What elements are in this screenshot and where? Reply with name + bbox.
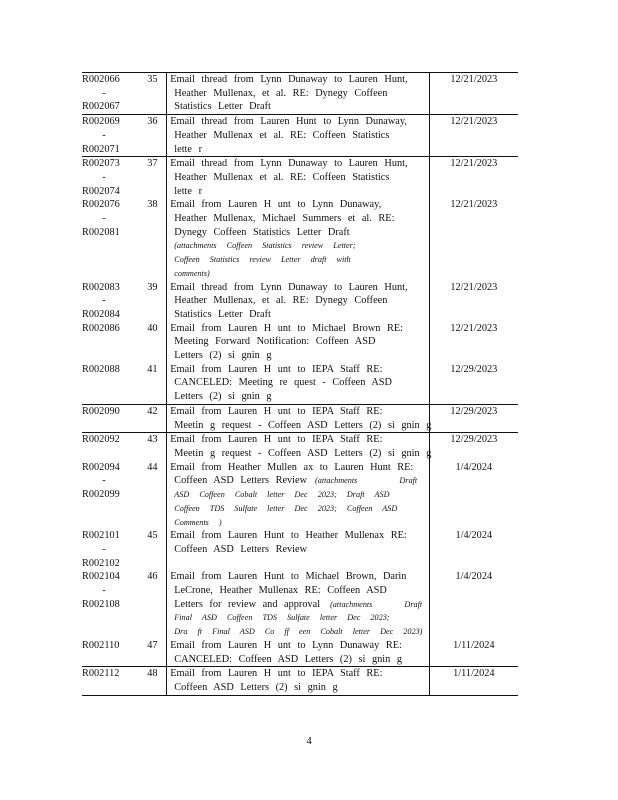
document-date: 12/21/2023 <box>429 73 518 115</box>
description-cell <box>167 461 429 530</box>
description-cell <box>167 157 429 199</box>
bates-dash: - <box>102 213 106 225</box>
table-row <box>82 529 518 570</box>
description-cell <box>167 433 432 461</box>
bates-start: R002069 <box>82 116 120 128</box>
description-line: Email thread from Lynn Dunaway to Lauren Hunt, <box>170 158 408 170</box>
bates-end: R002074 <box>82 185 120 197</box>
document-number: 46 <box>147 571 158 583</box>
description-cell <box>167 667 429 695</box>
bates-range-cell <box>82 529 139 570</box>
bates-start: R002086 <box>82 322 120 334</box>
document-number: 43 <box>139 433 167 461</box>
bates-range-cell <box>82 157 139 199</box>
description-line: Heather Mullenax et al. RE: Coffeen Statistics <box>174 129 390 141</box>
attachment-line: ASD Coffeen Cobalt letter Dec 2023; Draft ASD <box>174 490 390 500</box>
description-line: Email from Lauren H unt to Lynn Dunaway RE: <box>170 639 402 651</box>
description-line: Coffeen ASD Letters (2) si gnin g <box>174 681 338 693</box>
bates-range-cell <box>82 73 139 115</box>
description-line: Email thread from Lynn Dunaway to Lauren Hunt, <box>170 74 408 85</box>
attachment-note: (attachments Draft <box>330 599 423 609</box>
description-line: Email from Lauren H unt to Michael Brown RE: <box>170 322 404 334</box>
description-cell <box>167 404 432 432</box>
document-number: 41 <box>147 363 158 375</box>
table-row <box>82 461 518 530</box>
table-row <box>82 667 518 695</box>
document-number: 47 <box>147 639 158 651</box>
document-index-table <box>82 72 518 696</box>
bates-end: R002067 <box>82 101 120 113</box>
document-number: 48 <box>139 667 167 695</box>
description-line: Email from Lauren H unt to IEPA Staff RE: <box>170 668 383 680</box>
description-cell <box>167 73 429 115</box>
description-line: Email from Lauren Hunt to Heather Mullenax RE: <box>170 530 407 542</box>
description-cell <box>167 322 429 363</box>
bates-start: R002090 <box>82 405 120 417</box>
description-line: Letters (2) si gnin g <box>174 350 272 362</box>
document-date: 12/21/2023 <box>429 157 518 199</box>
document-date: 12/21/2023 <box>429 115 518 157</box>
bates-start: R002112 <box>82 668 120 680</box>
attachment-line: Final ASD Coffeen TDS Sulfate letter Dec 2023; <box>174 613 390 623</box>
bates-end: R002081 <box>82 226 120 238</box>
description-line: Coffeen ASD Letters Review (attachments Draft <box>174 475 418 487</box>
description-line: Email from Lauren Hunt to Michael Brown, Darin <box>170 571 407 583</box>
description-cell <box>167 198 429 280</box>
attachment-note: (attachments Draft <box>315 476 418 486</box>
description-line: Email from Lauren H unt to IEPA Staff RE: <box>170 363 383 375</box>
attachment-line: (attachments Coffeen Statistics review Letter; <box>174 241 356 251</box>
table-row <box>82 73 518 115</box>
description-line: Email from Heather Mullen ax to Lauren Hunt RE: <box>170 461 414 473</box>
bates-start: R002110 <box>82 639 120 651</box>
bates-end: R002102 <box>82 557 120 569</box>
bates-end: R002084 <box>82 308 120 320</box>
bates-end: R002108 <box>82 598 120 610</box>
bates-start: R002104 <box>82 571 120 583</box>
bates-dash: - <box>102 171 106 183</box>
bates-dash: - <box>102 87 106 99</box>
description-line: LeCrone, Heather Mullenax RE: Coffeen ASD <box>174 585 387 597</box>
table-row <box>82 639 518 667</box>
description-cell <box>167 639 429 667</box>
page-number: 4 <box>306 735 312 747</box>
description-line: lette r <box>174 185 202 197</box>
description-line: Meetin g request - Coffeen ASD Letters (2) si gnin g <box>174 447 432 459</box>
document-date: 12/29/2023 <box>429 433 518 461</box>
table-row <box>82 363 518 405</box>
document-date: 1/11/2024 <box>429 667 518 695</box>
document-date: 12/21/2023 <box>429 198 518 280</box>
document-number: 44 <box>147 461 158 473</box>
description-cell <box>167 570 429 639</box>
attachment-line: Comments ) <box>174 517 222 527</box>
description-cell <box>167 529 429 570</box>
bates-range-cell <box>82 115 139 157</box>
table-row <box>82 115 518 157</box>
document-number: 39 <box>147 281 158 293</box>
attachment-line: Coffeen Statistics review Letter draft with <box>174 255 351 265</box>
description-line: Email from Lauren H unt to Lynn Dunaway, <box>170 199 382 211</box>
document-date: 12/21/2023 <box>429 322 518 363</box>
description-line: Heather Mullenax, Michael Summers et al. RE: <box>174 213 395 225</box>
bates-end: R002099 <box>82 489 120 501</box>
description-line: Meetin g request - Coffeen ASD Letters (2) si gnin g <box>174 419 432 431</box>
bates-start: R002088 <box>82 363 120 375</box>
bates-range-cell <box>82 404 139 432</box>
bates-range-cell <box>82 639 139 667</box>
document-date: 1/4/2024 <box>429 570 518 639</box>
bates-dash: - <box>102 475 106 487</box>
bates-range-cell <box>82 570 139 639</box>
document-date: 12/29/2023 <box>429 404 518 432</box>
description-line: Email from Lauren H unt to IEPA Staff RE: <box>170 405 383 417</box>
attachment-line: Coffeen TDS Sulfate letter Dec 2023; Coffeen ASD <box>174 503 398 513</box>
bates-range-cell <box>82 281 139 322</box>
bates-dash: - <box>102 295 106 307</box>
attachment-line: comments) <box>174 268 210 278</box>
document-number: 42 <box>139 404 167 432</box>
table-row <box>82 570 518 639</box>
description-line: Heather Mullenax, et al. RE: Dynegy Coffeen <box>174 295 388 307</box>
bates-dash: - <box>102 585 106 597</box>
description-cell <box>167 281 429 322</box>
document-number: 38 <box>147 199 158 211</box>
bates-end: R002071 <box>82 143 120 155</box>
description-line: CANCELED: Meeting re quest - Coffeen ASD <box>174 377 392 389</box>
document-number: 40 <box>147 322 158 334</box>
bates-start: R002073 <box>82 158 120 170</box>
description-line: Coffeen ASD Letters Review <box>174 543 308 555</box>
description-line: Letters for review and approval (attachments Draft <box>174 598 423 610</box>
bates-dash: - <box>102 129 106 141</box>
document-number: 37 <box>139 157 167 199</box>
bates-range-cell <box>82 461 139 530</box>
table-row <box>82 433 518 461</box>
bates-dash: - <box>102 543 106 555</box>
bates-range-cell <box>82 198 139 280</box>
description-line: Email thread from Lynn Dunaway to Lauren Hunt, <box>170 281 408 293</box>
description-line: Statistics Letter Draft <box>174 101 271 113</box>
document-date: 1/4/2024 <box>429 529 518 570</box>
description-line: Meeting Forward Notification: Coffeen ASD <box>174 336 376 348</box>
table-row <box>82 198 518 280</box>
table-row <box>82 322 518 363</box>
bates-start: R002083 <box>82 281 120 293</box>
bates-start: R002092 <box>82 434 120 446</box>
bates-start: R002101 <box>82 530 120 542</box>
attachment-line: Dra ft Final ASD Co ff een Cobalt letter Dec 2023) <box>174 627 423 637</box>
table-row <box>82 404 518 432</box>
table-row <box>82 281 518 322</box>
description-line: Statistics Letter Draft <box>174 308 271 320</box>
description-line: Dynegy Coffeen Statistics Letter Draft <box>174 226 350 238</box>
document-date: 12/21/2023 <box>429 281 518 322</box>
document-date: 1/4/2024 <box>429 461 518 530</box>
bates-range-cell <box>82 667 139 695</box>
document-date: 12/29/2023 <box>429 363 518 405</box>
bates-start: R002076 <box>82 199 120 211</box>
description-line: Email thread from Lauren Hunt to Lynn Dunaway, <box>170 116 407 128</box>
description-line: Heather Mullenax, et al. RE: Dynegy Coffeen <box>174 87 388 99</box>
document-number: 35 <box>139 73 167 115</box>
description-line: Heather Mullenax et al. RE: Coffeen Statistics <box>174 171 390 183</box>
document-date: 1/11/2024 <box>429 639 518 667</box>
bates-range-cell <box>82 322 139 363</box>
description-cell <box>167 363 429 405</box>
document-number: 45 <box>147 530 158 542</box>
description-line: lette r <box>174 143 202 155</box>
table-row <box>82 157 518 199</box>
bates-range-cell <box>82 433 139 461</box>
description-line: Email from Lauren H unt to IEPA Staff RE: <box>170 434 383 446</box>
description-line: Letters (2) si gnin g <box>174 391 272 403</box>
bates-start: R002066 <box>82 74 120 85</box>
description-line: CANCELED: Coffeen ASD Letters (2) si gnin g <box>174 653 402 665</box>
bates-range-cell <box>82 363 139 405</box>
document-number: 36 <box>139 115 167 157</box>
description-cell <box>167 115 429 157</box>
bates-start: R002094 <box>82 461 120 473</box>
